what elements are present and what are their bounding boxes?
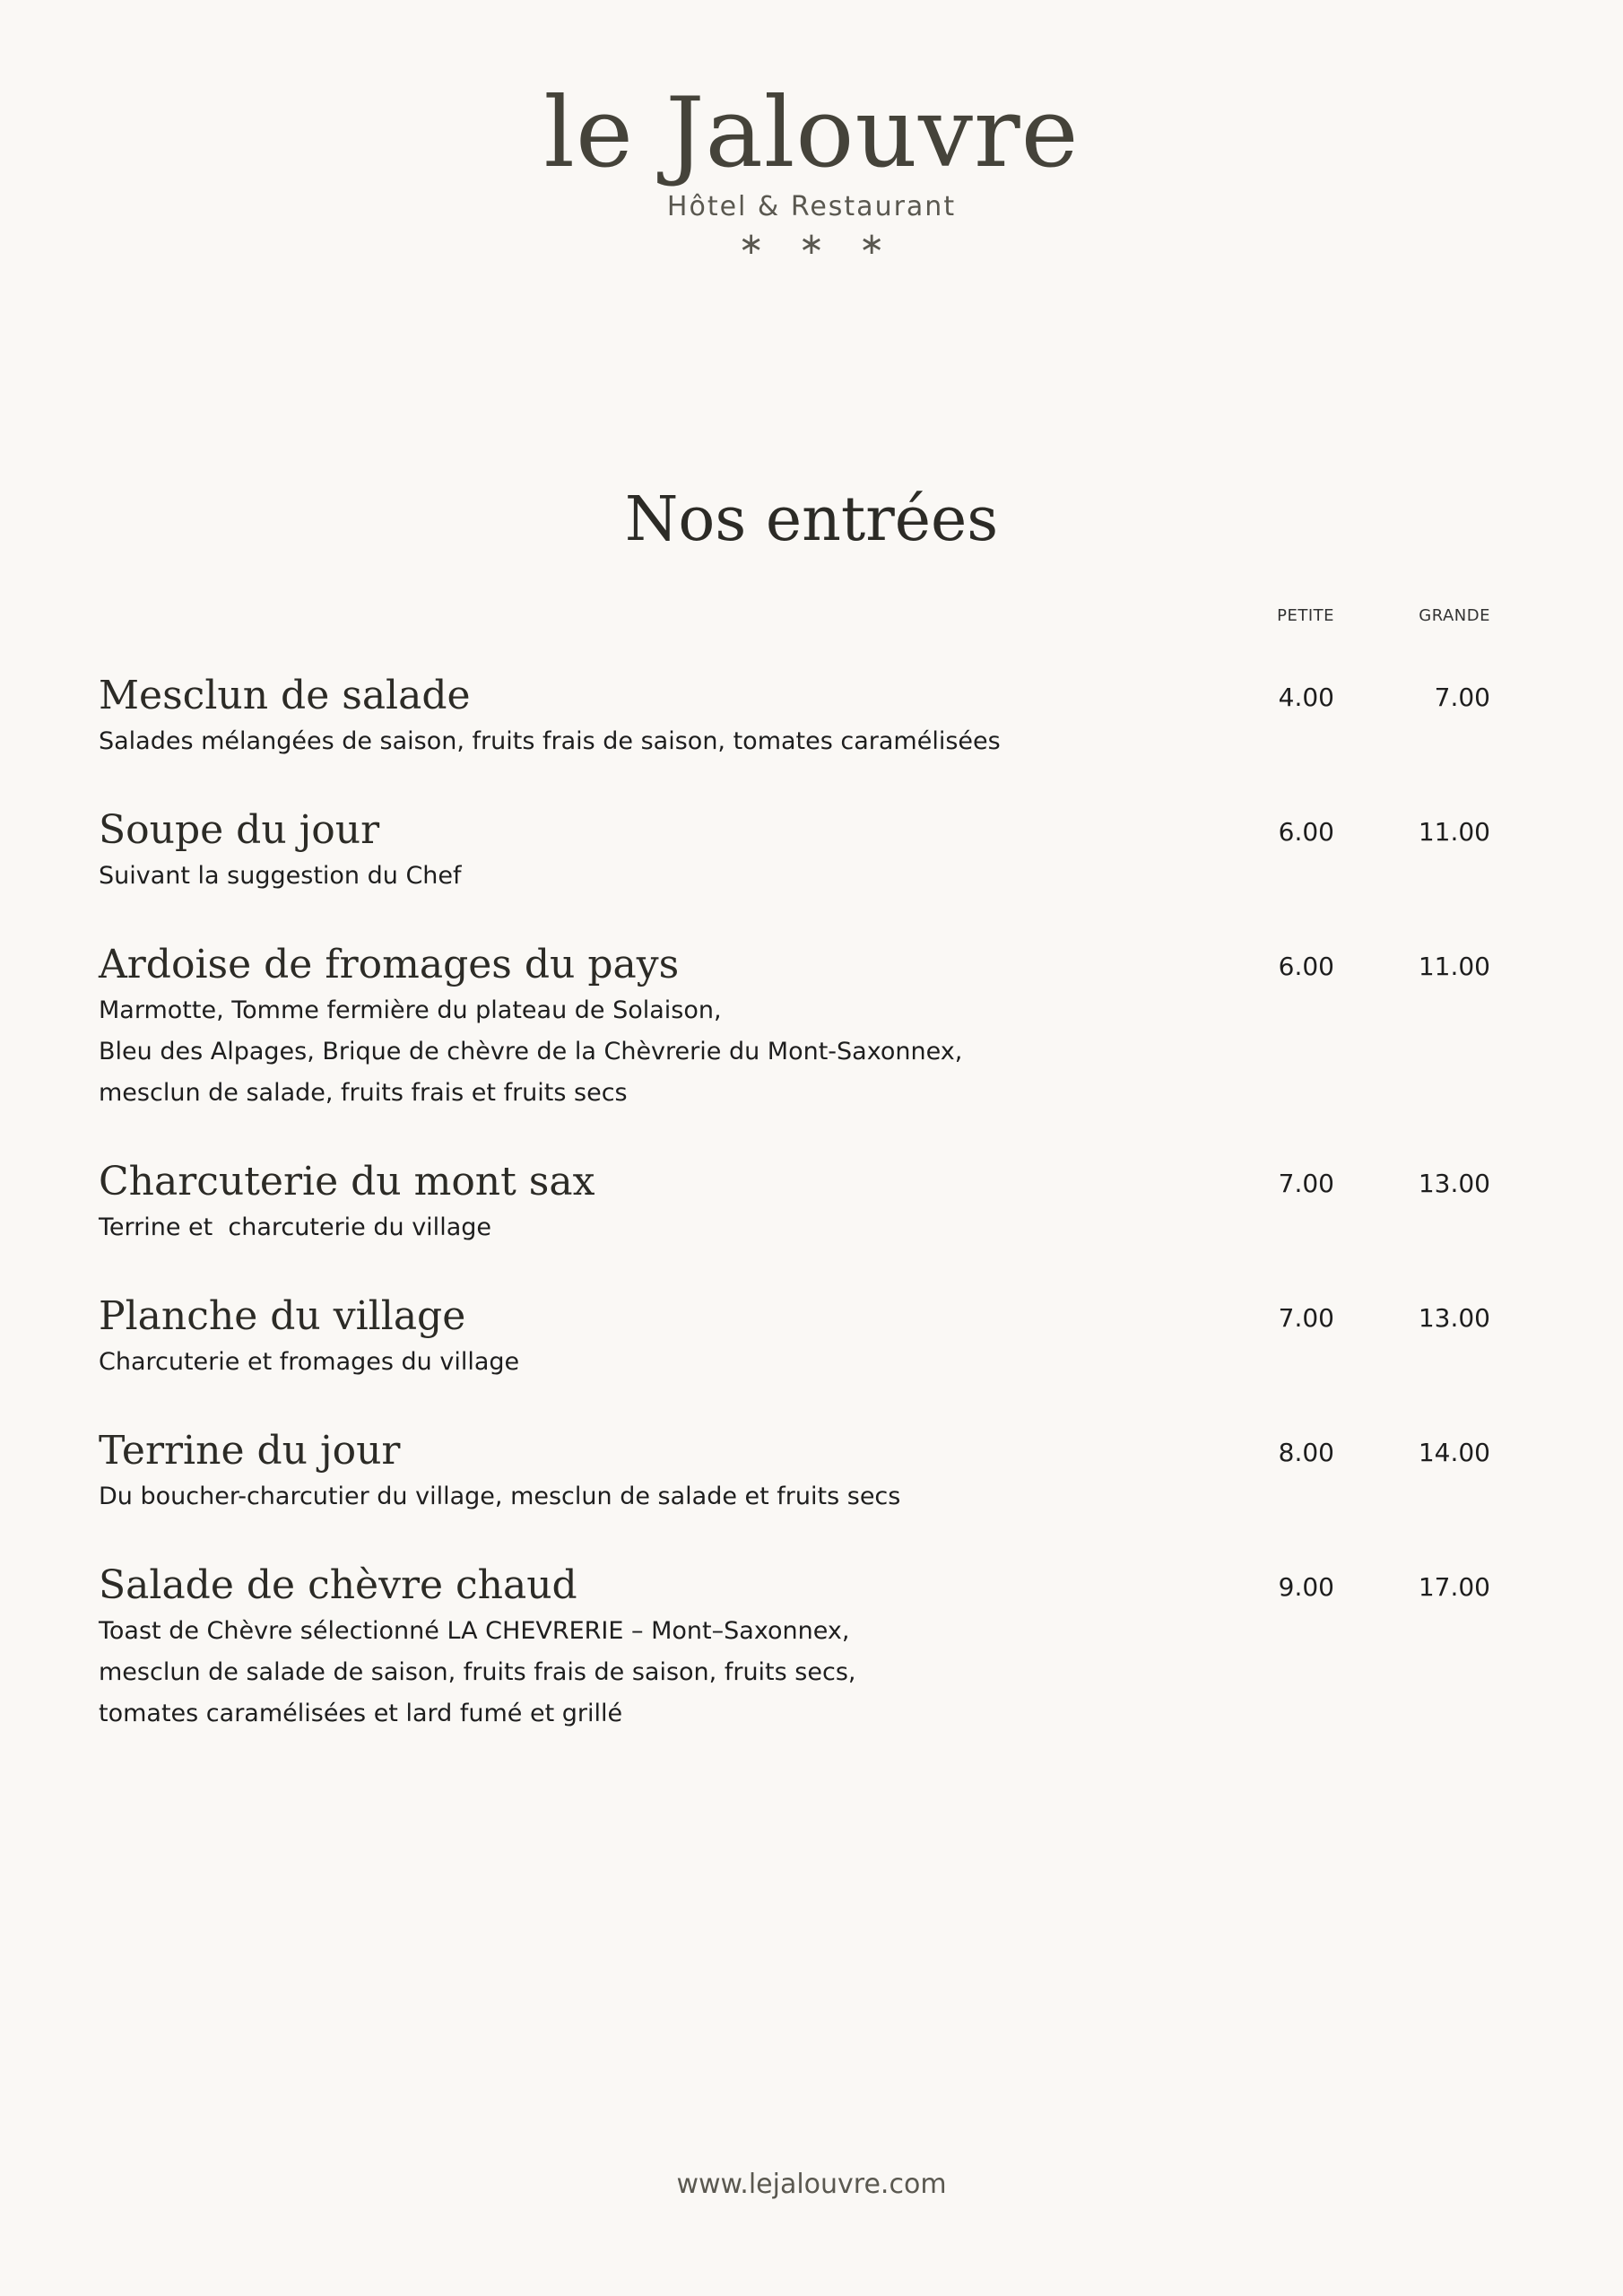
menu-item-name: Soupe du jour xyxy=(99,807,380,853)
menu-item-price-petite: 6.00 xyxy=(1278,952,1334,981)
menu-item-price-grande: 13.00 xyxy=(1418,1303,1490,1333)
menu-item-description-line: Terrine et charcuterie du village xyxy=(99,1213,491,1241)
brand-subtitle: Hôtel & Restaurant xyxy=(666,190,957,222)
menu-item-price-petite: 8.00 xyxy=(1278,1438,1334,1467)
menu-item-price-grande: 17.00 xyxy=(1418,1572,1490,1602)
menu-item-name: Charcuterie du mont sax xyxy=(99,1159,595,1205)
menu-item-description-line: Du boucher-charcutier du village, mesclun de salade et fruits secs xyxy=(99,1483,901,1510)
website-link[interactable]: www.lejalouvre.com xyxy=(676,2169,947,2200)
menu-item-description-line: Bleu des Alpages, Brique de chèvre de la Chèvrerie du Mont-Saxonnex, xyxy=(99,1038,963,1065)
menu-item xyxy=(99,1157,1490,1248)
menu-item-name: Mesclun de salade xyxy=(99,673,471,718)
menu-item-description-line: mesclun de salade de saison, fruits frais de saison, fruits secs, xyxy=(99,1658,856,1686)
menu-item-price-grande: 14.00 xyxy=(1418,1438,1490,1467)
menu-item-price-grande: 13.00 xyxy=(1418,1169,1490,1198)
menu-item xyxy=(99,1426,1490,1518)
menu-item-name: Planche du village xyxy=(99,1293,466,1339)
menu-item-description-line: tomates caramélisées et lard fumé et grillé xyxy=(99,1700,623,1727)
page-header xyxy=(0,77,1623,262)
menu-item-price-petite: 6.00 xyxy=(1278,817,1334,847)
menu-item-price-petite: 7.00 xyxy=(1278,1303,1334,1333)
menu-item-price-grande: 11.00 xyxy=(1418,952,1490,981)
menu-item-description-line: Suivant la suggestion du Chef xyxy=(99,862,462,890)
menu-item-description-line: Salades mélangées de saison, fruits frais de saison, tomates caramélisées xyxy=(99,727,1001,755)
menu-item xyxy=(99,1561,1490,1735)
menu-item xyxy=(99,940,1490,1114)
menu-item-name: Ardoise de fromages du pays xyxy=(99,942,680,987)
menu-item-price-grande: 11.00 xyxy=(1418,817,1490,847)
menu-item-description-line: Toast de Chèvre sélectionné LA CHEVRERIE – Mont–Saxonnex, xyxy=(99,1617,850,1645)
menu-item-price-grande: 7.00 xyxy=(1434,683,1490,712)
menu-item-price-petite: 9.00 xyxy=(1278,1572,1334,1602)
brand-logo: le Jalouvre xyxy=(543,77,1080,189)
menu-item xyxy=(99,1292,1490,1383)
column-header-grande: GRANDE xyxy=(1419,606,1490,625)
section-title: Nos entrées xyxy=(624,484,999,555)
menu-item-description-line: mesclun de salade, fruits frais et fruits secs xyxy=(99,1079,628,1107)
column-header-petite: PETITE xyxy=(1277,606,1334,625)
menu-item-name: Terrine du jour xyxy=(99,1428,401,1474)
menu-item xyxy=(99,671,1490,762)
menu-item-price-petite: 7.00 xyxy=(1278,1169,1334,1198)
hotel-stars: ∗ ∗ ∗ xyxy=(738,225,898,262)
menu-item-price-petite: 4.00 xyxy=(1278,683,1334,712)
menu-item-description-line: Charcuterie et fromages du village xyxy=(99,1348,520,1376)
menu-item-name: Salade de chèvre chaud xyxy=(99,1562,577,1608)
menu-item xyxy=(99,805,1490,897)
menu-item-description-line: Marmotte, Tomme fermière du plateau de Solaison, xyxy=(99,996,722,1024)
menu-items xyxy=(99,671,1490,1778)
